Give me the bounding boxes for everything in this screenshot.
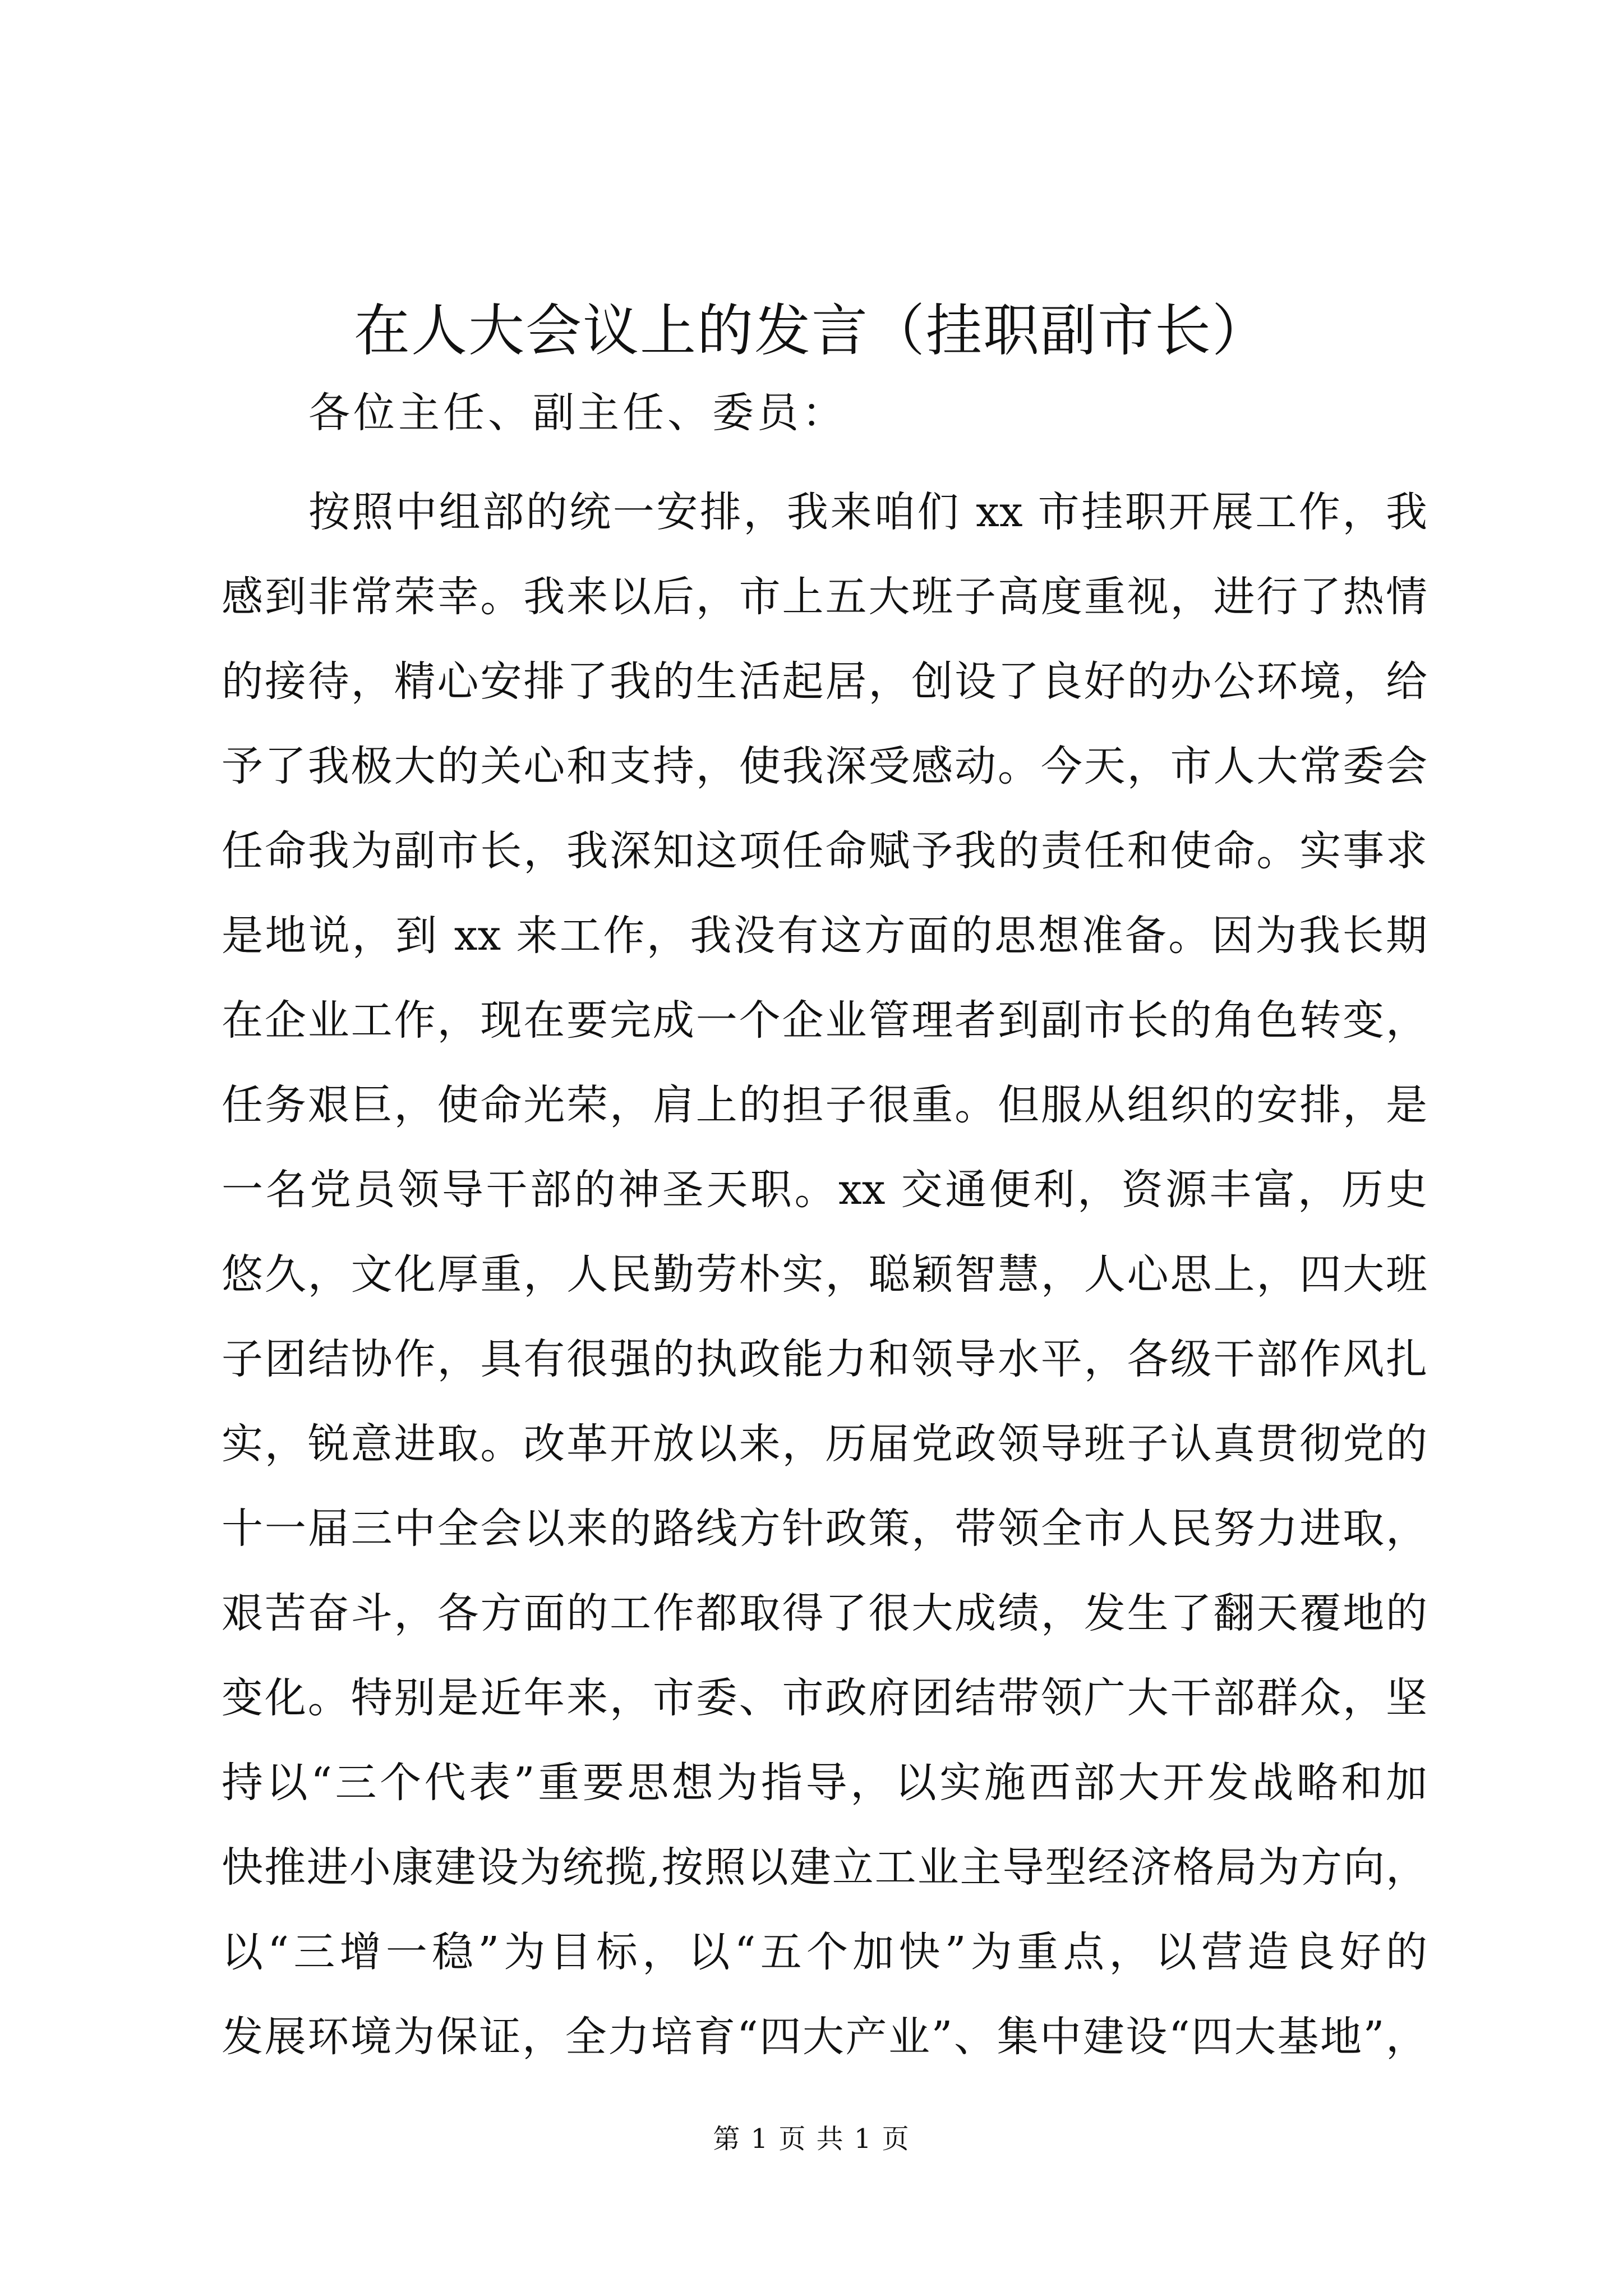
body-line: 任务艰巨，使命光荣，肩上的担子很重。但服从组织的安排，是 [222,1081,1427,1129]
document-title: 在人大会议上的发言（挂职副市长） [354,298,1269,364]
body-line: 实，锐意进取。改革开放以来，历届党政领导班子认真贯彻党的 [222,1420,1427,1468]
body-line: 在企业工作，现在要完成一个企业管理者到副市长的角色转变， [222,996,1427,1045]
body-text [222,470,1427,2079]
body-line: 感到非常荣幸。我来以后，市上五大班子高度重视，进行了热情 [222,573,1427,621]
salutation: 各位主任、副主任、委员： [308,389,847,437]
body-line: 是地说，到 xx 来工作，我没有这方面的思想准备。因为我长期 [222,912,1427,960]
page-footer: 第 1 页 共 1 页 [713,2123,910,2155]
body-line: 悠久，文化厚重，人民勤劳朴实，聪颖智慧，人心思上，四大班 [222,1250,1427,1299]
body-line: 的接待，精心安排了我的生活起居，创设了良好的办公环境，给 [222,657,1427,706]
body-line: 任命我为副市长，我深知这项任命赋予我的责任和使命。实事求 [222,827,1427,875]
body-line: 十一届三中全会以来的路线方针政策，带领全市人民努力进取， [222,1504,1427,1553]
body-line: 一名党员领导干部的神圣天职。xx 交通便利，资源丰富，历史 [222,1166,1427,1214]
body-line: 发展环境为保证，全力培育“四大产业”、集中建设“四大基地”， [222,2013,1427,2061]
body-line: 艰苦奋斗，各方面的工作都取得了很大成绩，发生了翻天覆地的 [222,1589,1427,1637]
body-line: 变化。特别是近年来，市委、市政府团结带领广大干部群众，坚 [222,1674,1427,1722]
body-line: 子团结协作，具有很强的执政能力和领导水平，各级干部作风扎 [222,1335,1427,1383]
body-line: 以“三增一稳”为目标，以“五个加快”为重点，以营造良好的 [222,1928,1427,1976]
body-line: 按照中组部的统一安排，我来咱们 xx 市挂职开展工作，我 [308,488,1427,536]
body-line: 快推进小康建设为统揽,按照以建立工业主导型经济格局为方向， [222,1843,1427,1892]
body-line: 予了我极大的关心和支持，使我深受感动。今天，市人大常委会 [222,742,1427,790]
body-line: 持以“三个代表”重要思想为指导，以实施西部大开发战略和加 [222,1759,1427,1807]
